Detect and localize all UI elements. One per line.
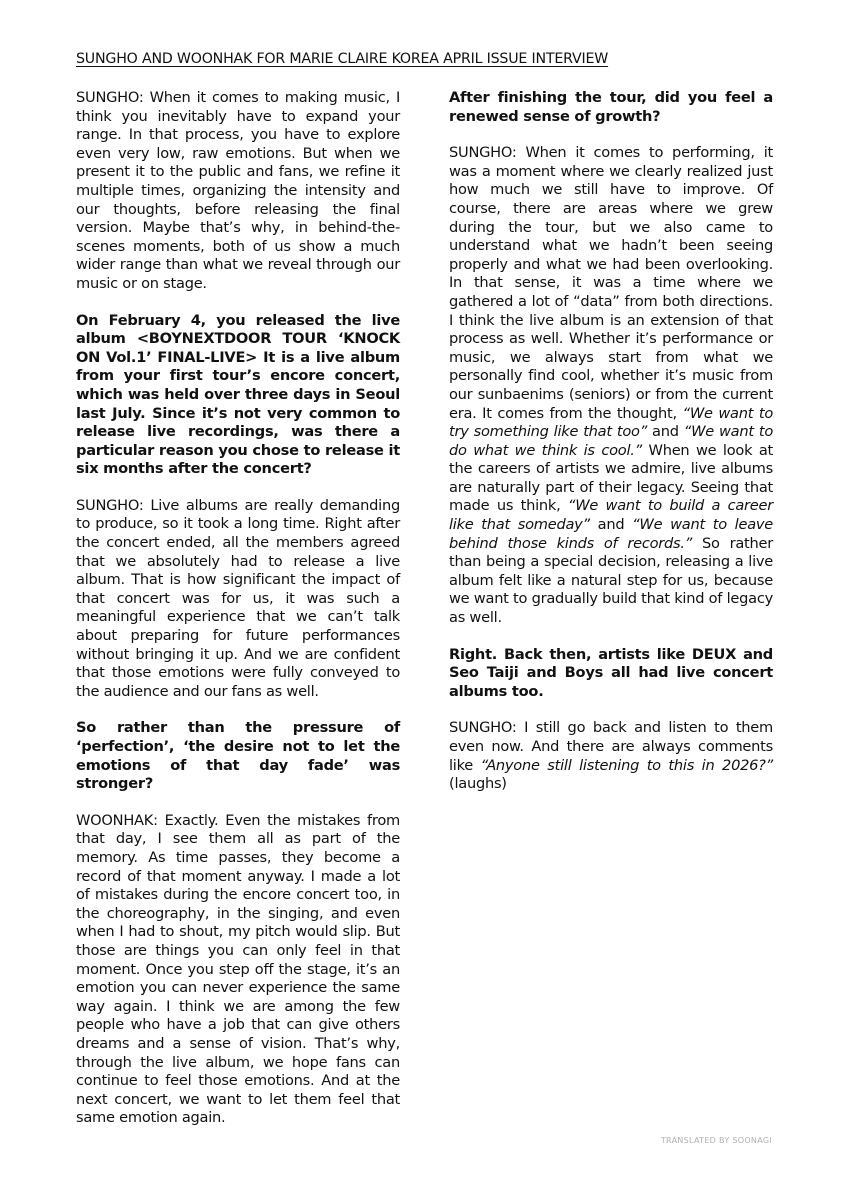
quoted-text: “We want to do what we think is cool.”: [449, 423, 774, 459]
speaker-name: SUNGHO: [76, 496, 139, 514]
quoted-text: “We want to build a career like that someday”: [449, 497, 773, 534]
answer-text: : I still go back and listen to them even now. And there are always comments like: [449, 719, 773, 774]
quoted-text: “Anyone still listening to this in 2026?”: [480, 756, 773, 774]
answer-paragraph: [76, 812, 400, 1128]
answer-text: : When it comes to making music, I think you inevitably have to expand your range. In that process, you have to explore even very low, raw emotions. But when we present it to the public and fans, we refine it multiple times, organizing the intensity and our thoughts, before releasing the final version. Maybe that’s why, in behind-the-scenes moments, both of us show a much wider range than what we reveal through our music or on stage.: [76, 89, 400, 292]
answer-text: : When it comes to performing, it was a moment where we clearly realized just how much we still have to improve. Of course, there are areas where we grew during the tour, but we also came to understand what we hadn’t been seeing properly and what we had been overlooking. In that sense, it was a time where we gathered a lot of “data” from both directions. I think the live album is an extension of that process as well. Whether it’s performance or music, we always start from what we personally find cool, whether it’s music from our sunbaenims (seniors) or from the current era. It comes from the thought,: [449, 144, 773, 422]
speaker-name: SUNGHO: [76, 89, 139, 106]
quoted-text: “We want to leave behind those kinds of records.”: [449, 516, 774, 552]
answer-text: When we look at the careers of artists we admire, live albums are naturally part of their legacy. Seeing that made us think,: [449, 441, 774, 515]
answer-paragraph: [449, 719, 773, 793]
answer-text: (laughs): [449, 775, 507, 793]
question-paragraph: After finishing the tour, did you feel a renewed sense of growth?: [449, 89, 773, 125]
translator-credit: TRANSLATED BY SOONAGI: [660, 1136, 772, 1145]
answer-text: So rather than being a special decision, releasing a live album felt like a natural step for us, because we want to gradually build that kind of legacy as well.: [449, 534, 773, 627]
page-title: SUNGHO AND WOONHAK FOR MARIE CLAIRE KOREA APRIL ISSUE INTERVIEW: [76, 51, 609, 67]
question-paragraph: On February 4, you released the live album <BOYNEXTDOOR TOUR ‘KNOCK ON Vol.1’ FINAL-LIVE> It is a live album from your first tour’s encore concert, which was held over three days in Seoul last July. Since it’s not very common to release live recordings, was there a particular reason you chose to release it six months after the concert?: [76, 311, 400, 478]
speaker-name: SUNGHO: [449, 144, 512, 162]
question-paragraph: So rather than the pressure of ‘perfection’, ‘the desire not to let the emotions of that day fade’ was stronger?: [76, 719, 400, 793]
answer-text: : Live albums are really demanding to produce, so it took a long time. Right after the concert ended, all the members agreed that we absolutely had to release a live album. That is how significant the impact of that concert was for us, it was such a meaningful experience that we can’t talk about preparing for future performances without bringing it up. And we are confident that those emotions were fully conveyed to the audience and our fans as well.: [76, 496, 400, 700]
speaker-name: SUNGHO: [449, 719, 512, 737]
question-paragraph: Right. Back then, artists like DEUX and Seo Taiji and Boys all had live concert albums too.: [449, 645, 773, 700]
answer-paragraph: [76, 89, 400, 294]
answer-paragraph: [449, 144, 773, 627]
answer-text: and: [647, 423, 684, 441]
answer-text: : Exactly. Even the mistakes from that day, I see them all as part of the memory. As time passes, they become a record of that moment anyway. I made a lot of mistakes during the encore concert too, in the choreography, in the singing, and even when I had to shout, my pitch would slip. But those are things you can only feel in that moment. Once you step off the stage, it’s an emotion you can never experience the same way again. I think we are among the few people who have a job that can give others dreams and a sense of vision. That’s why, through the live album, we hope fans can continue to feel those emotions. And at the next concert, we want to let them feel that same emotion again.: [76, 811, 400, 1127]
speaker-name: WOONHAK: [76, 811, 154, 829]
quoted-text: “We want to try something like that too”: [449, 404, 774, 441]
answer-text: and: [589, 516, 633, 534]
answer-paragraph: [76, 497, 400, 702]
left-column: [76, 89, 400, 1146]
right-column: [449, 89, 773, 812]
